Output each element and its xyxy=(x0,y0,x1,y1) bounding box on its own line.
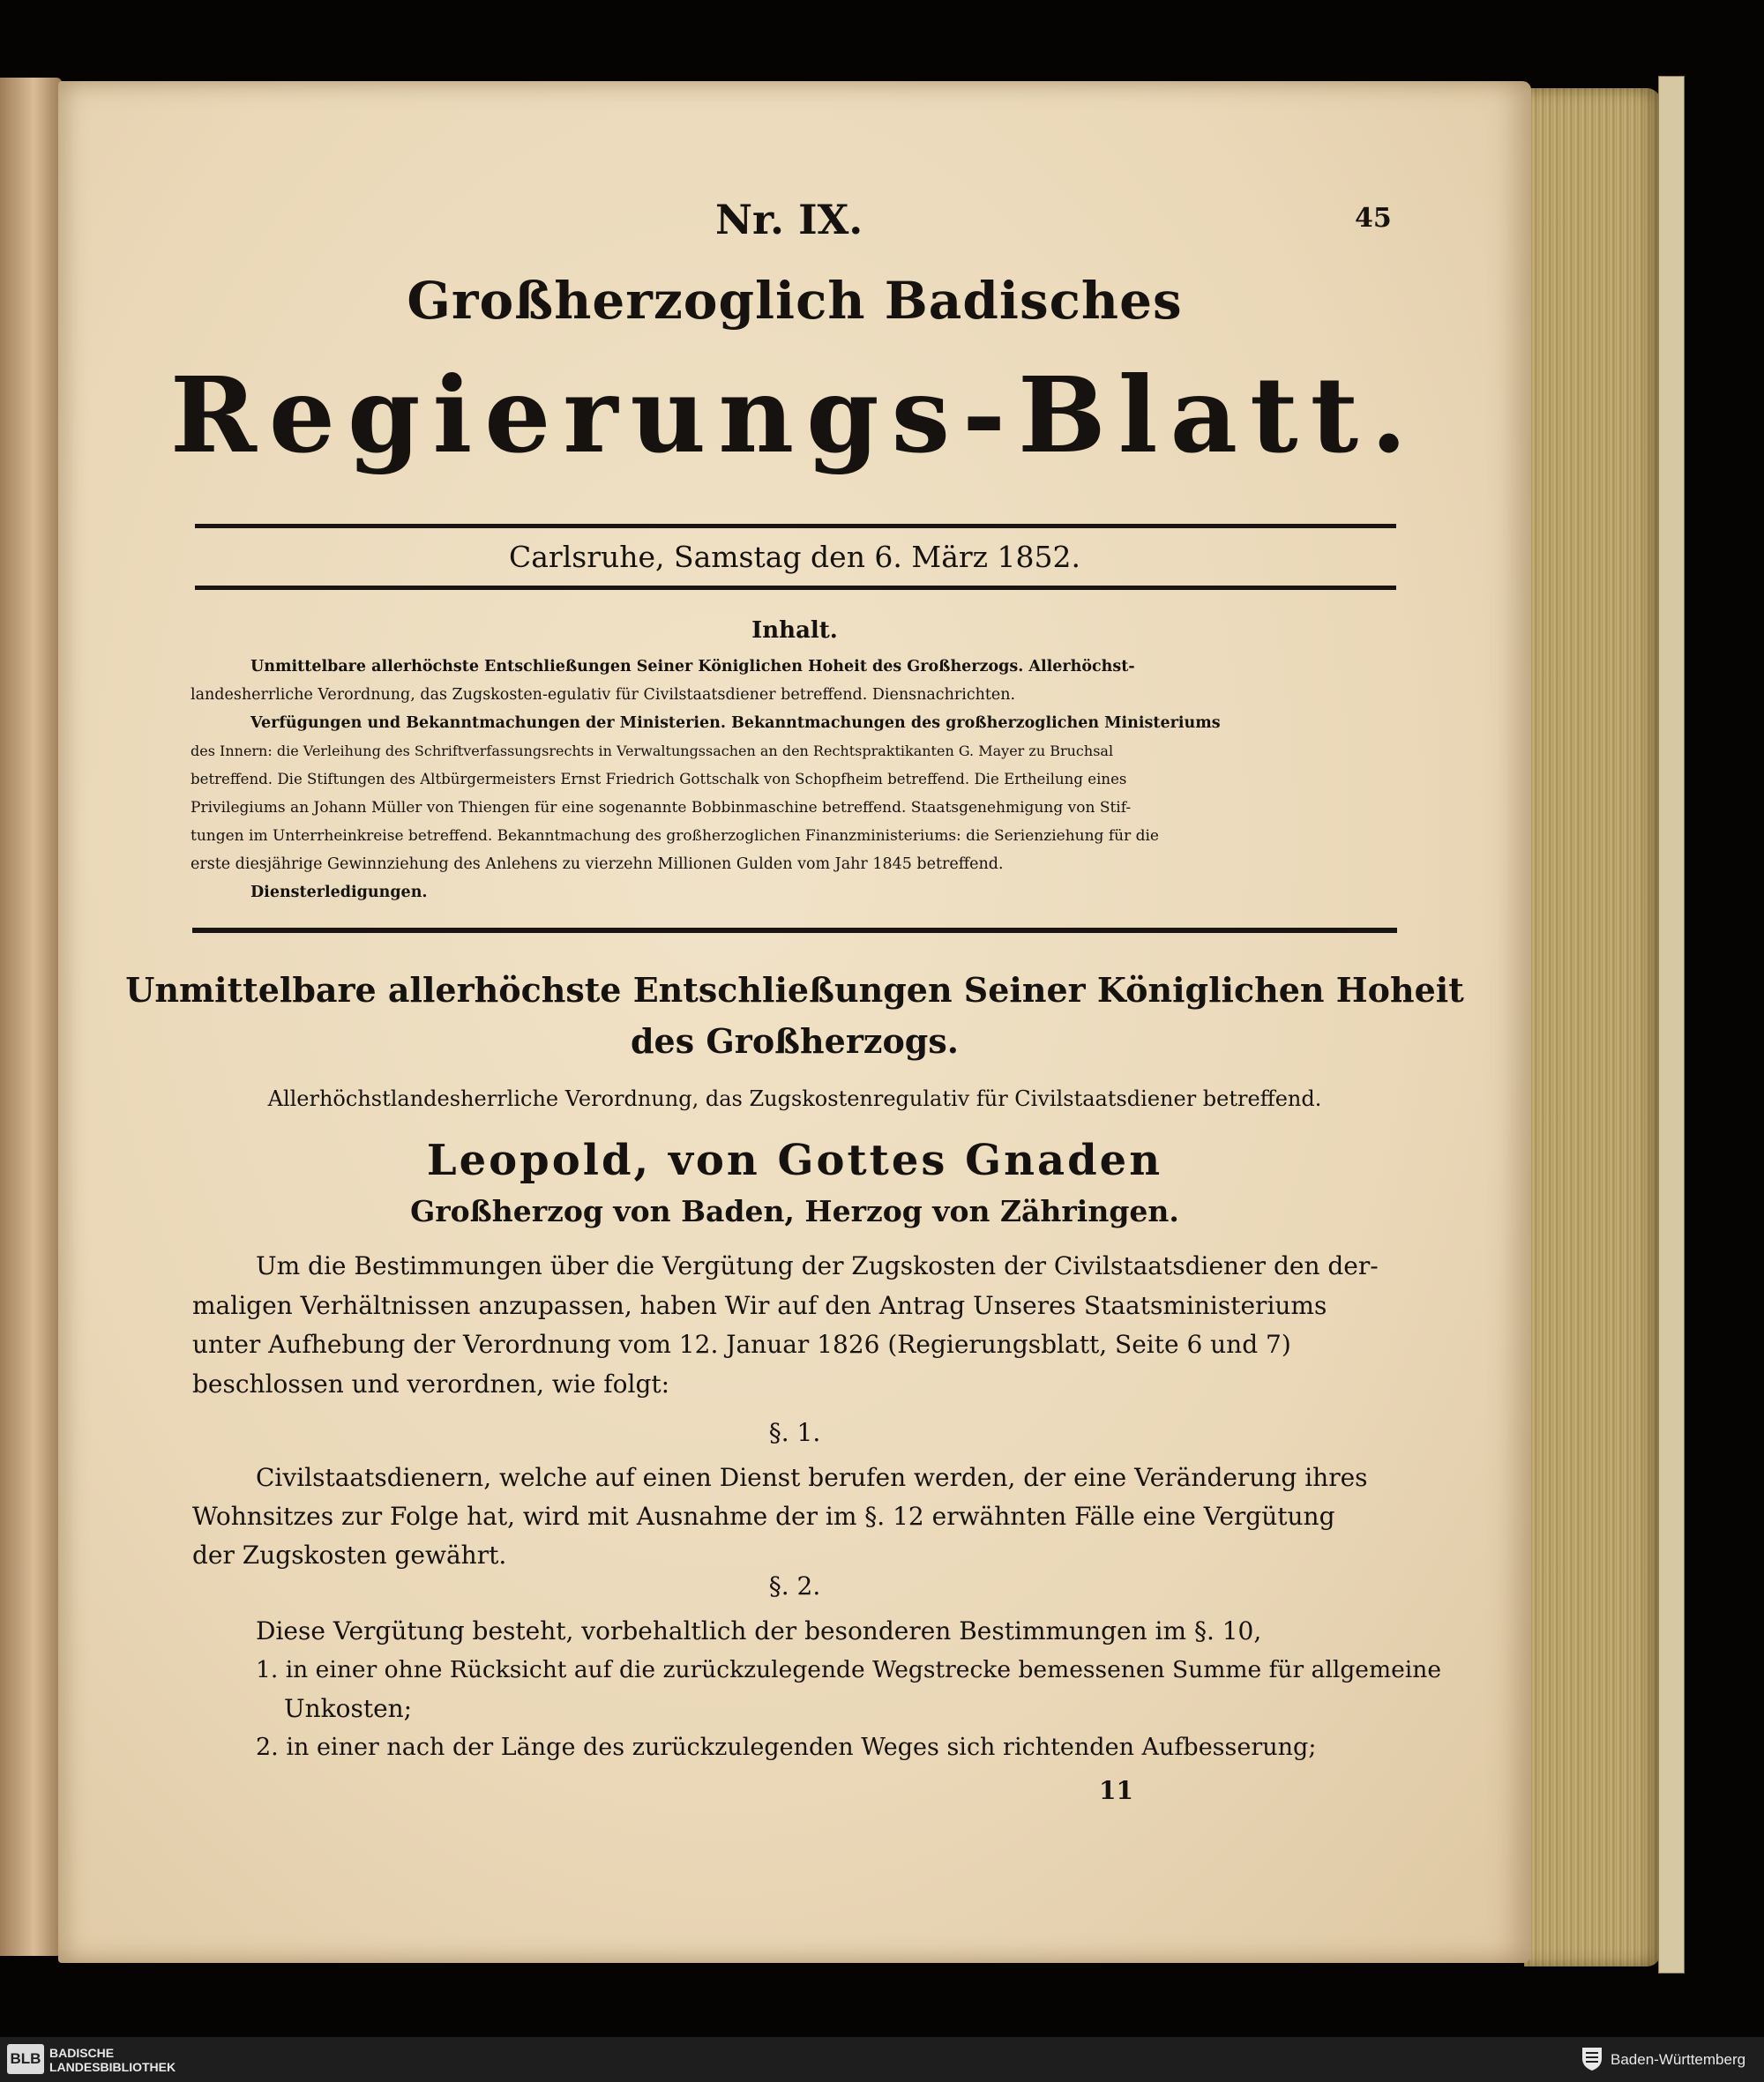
state-name: Baden-Württemberg xyxy=(1611,2051,1746,2068)
list-item: Unkosten; xyxy=(284,1694,413,1723)
book-cover-edge xyxy=(1658,76,1685,1974)
paragraph-2-text xyxy=(192,1612,1442,1767)
contents-line: des Innern: die Verleihung des Schriftverfassungsrechts in Verwaltungssachen an den Rechtspraktikanten G. Mayer zu Bruchsal xyxy=(191,743,1114,759)
section-heading-line: Unmittelbare allerhöchste Entschließungen Seiner Königlichen Hoheit xyxy=(125,970,1464,1010)
page-title: Regierungs-Blatt. xyxy=(169,354,1420,476)
paragraph-1-heading: §. 1. xyxy=(768,1418,821,1447)
contents-line: Unmittelbare allerhöchste Entschließungen Seiner Königlichen Hoheit des Großherzogs. Allerhöchst- xyxy=(250,658,1135,675)
ruler-title: Großherzog von Baden, Herzog von Zähringen. xyxy=(410,1194,1179,1228)
contents-rule xyxy=(192,928,1397,933)
paragraph-line: der Zugskosten gewährt. xyxy=(192,1541,507,1570)
paragraph-line: Diese Vergütung besteht, vorbehaltlich der besonderen Bestimmungen im §. 10, xyxy=(256,1616,1262,1645)
subtitle: Großherzoglich Badisches xyxy=(407,271,1183,331)
preamble-line: Um die Bestimmungen über die Vergütung der Zugskosten der Civilstaatsdiener den der- xyxy=(256,1251,1379,1280)
dateline: Carlsruhe, Samstag den 6. März 1852. xyxy=(509,540,1080,574)
library-name-line: BADISCHE xyxy=(49,2046,115,2060)
preamble xyxy=(192,1247,1401,1404)
contents-block xyxy=(191,653,1408,907)
contents-line: Verfügungen und Bekanntmachungen der Ministerien. Bekanntmachungen des großherzoglichen Ministeriums xyxy=(250,714,1221,732)
paragraph-line: Civilstaatsdienern, welche auf einen Dienst berufen werden, der eine Veränderung ihres xyxy=(256,1463,1368,1492)
paragraph-1-text xyxy=(192,1459,1401,1575)
signature-mark: 11 xyxy=(1099,1776,1133,1805)
page-number: 45 xyxy=(1355,203,1392,234)
contents-line: betreffend. Die Stiftungen des Altbürgermeisters Ernst Friedrich Gottschalk von Schopfheim betreffend. Die Ertheilung eines xyxy=(191,771,1127,787)
contents-line: erste diesjährige Gewinnziehung des Anlehens zu vierzehn Millionen Gulden vom Jahr 1845 betreffend. xyxy=(191,855,1004,873)
footer-bar xyxy=(0,2037,1764,2082)
preamble-line: maligen Verhältnissen anzupassen, haben Wir auf den Antrag Unseres Staatsministeriums xyxy=(192,1290,1327,1320)
paragraph-2-heading: §. 2. xyxy=(768,1571,821,1601)
paragraph-line: Wohnsitzes zur Folge hat, wird mit Ausnahme der im §. 12 erwähnten Fälle eine Vergütung xyxy=(192,1502,1335,1531)
section-heading-line: des Großherzogs. xyxy=(630,1021,959,1061)
contents-line: tungen im Unterrheinkreise betreffend. Bekanntmachung des großherzoglichen Finanzministeriums: die Serienziehung für die xyxy=(191,827,1159,845)
preamble-line: unter Aufhebung der Verordnung vom 12. Januar 1826 (Regierungsblatt, Seite 6 und 7) xyxy=(192,1330,1291,1359)
library-name-line: LANDESBIBLIOTHEK xyxy=(49,2060,176,2074)
contents-heading: Inhalt. xyxy=(751,617,838,644)
preamble-line: beschlossen und verordnen, wie folgt: xyxy=(192,1369,670,1399)
left-page-edge xyxy=(0,78,62,1956)
title-rule-bottom xyxy=(195,586,1396,590)
list-item: 1. in einer ohne Rücksicht auf die zurückzulegende Wegstrecke bemessenen Summe für allgemeine xyxy=(256,1656,1442,1683)
document-page xyxy=(58,81,1531,1963)
issue-number: Nr. IX. xyxy=(715,196,863,243)
contents-line: Privilegiums an Johann Müller von Thiengen für eine sogenannte Bobbinmaschine betreffend. Staatsgenehmigung von Stif- xyxy=(191,799,1132,817)
book-page-edges xyxy=(1524,88,1661,1966)
state-crest-icon xyxy=(1581,2046,1603,2072)
section-heading xyxy=(58,965,1531,1067)
library-logo: BLB xyxy=(7,2044,44,2074)
contents-line: landesherrliche Verordnung, das Zugskosten-egulativ für Civilstaatsdiener betreffend. Diensnachrichten. xyxy=(191,686,1016,704)
title-rule-top xyxy=(195,524,1396,528)
library-name xyxy=(49,2046,176,2074)
decree-title: Allerhöchstlandesherrliche Verordnung, das Zugskostenregulativ für Civilstaatsdiener betreffend. xyxy=(267,1086,1322,1111)
contents-line: Diensterledigungen. xyxy=(250,884,428,901)
ruler-name: Leopold, von Gottes Gnaden xyxy=(426,1136,1163,1185)
list-item: 2. in einer nach der Länge des zurückzulegenden Weges sich richtenden Aufbesserung; xyxy=(256,1734,1317,1761)
